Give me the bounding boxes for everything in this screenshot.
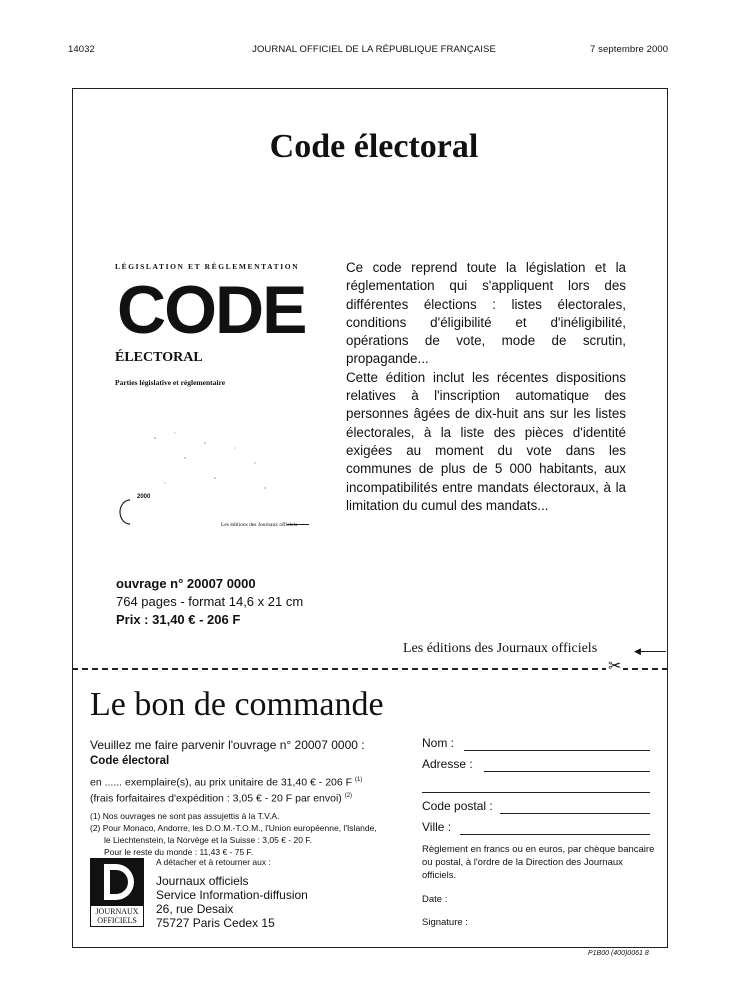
publisher-line: Les éditions des Journaux officiels xyxy=(403,641,598,656)
cover-year: 2000 xyxy=(137,494,151,500)
address-line: 26, rue Desaix xyxy=(156,902,234,916)
address-input-line-2[interactable] xyxy=(422,792,650,793)
ad-title: Code électoral xyxy=(269,128,479,165)
signature-label: Signature : xyxy=(422,917,468,928)
journaux-officiels-logo xyxy=(90,858,144,928)
name-field[interactable] xyxy=(422,736,662,757)
city-field[interactable] xyxy=(422,820,662,841)
detach-instruction: A détacher et à retourner aux : xyxy=(156,857,271,867)
book-cover xyxy=(115,258,321,558)
reference-code: P1B00 (400)0061 8 xyxy=(588,950,649,957)
book-info xyxy=(116,575,303,629)
address-line: Service Information-diffusion xyxy=(156,888,308,902)
ouvrage-number: ouvrage n° 20007 0000 xyxy=(116,576,256,591)
name-label: Nom : xyxy=(422,736,455,750)
description xyxy=(346,259,626,515)
address-label: Adresse : xyxy=(422,757,473,771)
return-address xyxy=(156,874,308,930)
address-field-2[interactable] xyxy=(422,778,662,799)
cover-publisher: Les éditions des Journaux officiels xyxy=(221,522,298,528)
note-2a: (2) Pour Monaco, Andorre, les D.O.M.-T.O.M., l'Union européenne, l'Islande, xyxy=(90,823,377,833)
city-label: Ville : xyxy=(422,820,452,834)
arrow-head-icon: ◀ xyxy=(634,646,641,656)
logo-text-2: OFFICIELS xyxy=(97,916,137,925)
postal-code-input-line[interactable] xyxy=(500,813,650,814)
cover-code: CODE xyxy=(117,272,306,348)
book-price: Prix : 31,40 € - 206 F xyxy=(116,612,241,627)
address-line: Journaux officiels xyxy=(156,874,249,888)
order-details xyxy=(90,737,390,858)
name-input-line[interactable] xyxy=(464,750,650,751)
cover-subtitle: Parties législative et réglementaire xyxy=(115,378,226,387)
note-1: (1) Nos ouvrages ne sont pas assujettis à la T.V.A. xyxy=(90,811,280,821)
shipping-line: (frais forfaitaires d'expédition : 3,05 € - 20 F par envoi) $^{(2)}$ xyxy=(90,792,353,804)
order-form xyxy=(422,736,662,928)
order-product: Code électoral xyxy=(90,755,170,767)
page-number: 14032 xyxy=(68,44,95,55)
cover-top-text: LÉGISLATION ET RÉGLEMENTATION xyxy=(115,262,300,271)
postal-code-field[interactable] xyxy=(422,799,662,820)
note-2b: le Liechtenstein, la Norvège et la Suisse : 3,05 € - 20 F. xyxy=(104,835,312,845)
description-paragraph-1: Ce code reprend toute la législation et la réglementation qui s'appliquent lors des différentes élections : listes électorales, conditions d'éligibilité et d'inéligibilité, opérations de vote, mode de scrutin, propagande... xyxy=(346,260,626,367)
book-format: 764 pages - format 14,6 x 21 cm xyxy=(116,594,304,609)
scissors-icon: ✂ xyxy=(608,658,622,675)
quantity-line: en ...... exemplaire(s), au prix unitaire de 31,40 € - 206 F $^{(1)}$ xyxy=(90,776,363,789)
payment-info: Règlement en francs ou en euros, par chèque bancaire ou postal, à l'ordre de la Direction des Journaux officiels. xyxy=(422,844,655,881)
address-input-line[interactable] xyxy=(484,771,650,772)
order-intro: Veuillez me faire parvenir l'ouvrage n° 20007 0000 : xyxy=(90,738,365,752)
journal-title: JOURNAL OFFICIEL DE LA RÉPUBLIQUE FRANÇAISE xyxy=(252,44,496,55)
order-title: Le bon de commande xyxy=(90,686,384,723)
address-field[interactable] xyxy=(422,757,662,778)
address-line: 75727 Paris Cedex 15 xyxy=(156,916,275,930)
cover-arrow xyxy=(287,524,309,525)
logo-text-1: JOURNAUX xyxy=(95,907,139,916)
city-input-line[interactable] xyxy=(460,834,650,835)
cover-electoral: ÉLECTORAL xyxy=(115,350,203,365)
note-2c: Pour le reste du monde : 11,43 € - 75 F. xyxy=(104,847,254,857)
cover-texture xyxy=(115,408,321,528)
description-paragraph-2: Cette édition inclut les récentes dispositions relatives à l'inscription automatique des personnes âgées de dix-huit ans sur les listes électorales, à la liste des pièces d'identité exigées au moment du vote dans les communes de plus de 5 000 habitants, aux incompatibilités entre mandats électoraux, à la limitation du cumul des mandats... xyxy=(346,369,626,513)
date-label: Date : xyxy=(422,894,448,905)
postal-code-label: Code postal : xyxy=(422,799,493,813)
issue-date: 7 septembre 2000 xyxy=(590,44,669,55)
cut-line xyxy=(72,668,668,670)
